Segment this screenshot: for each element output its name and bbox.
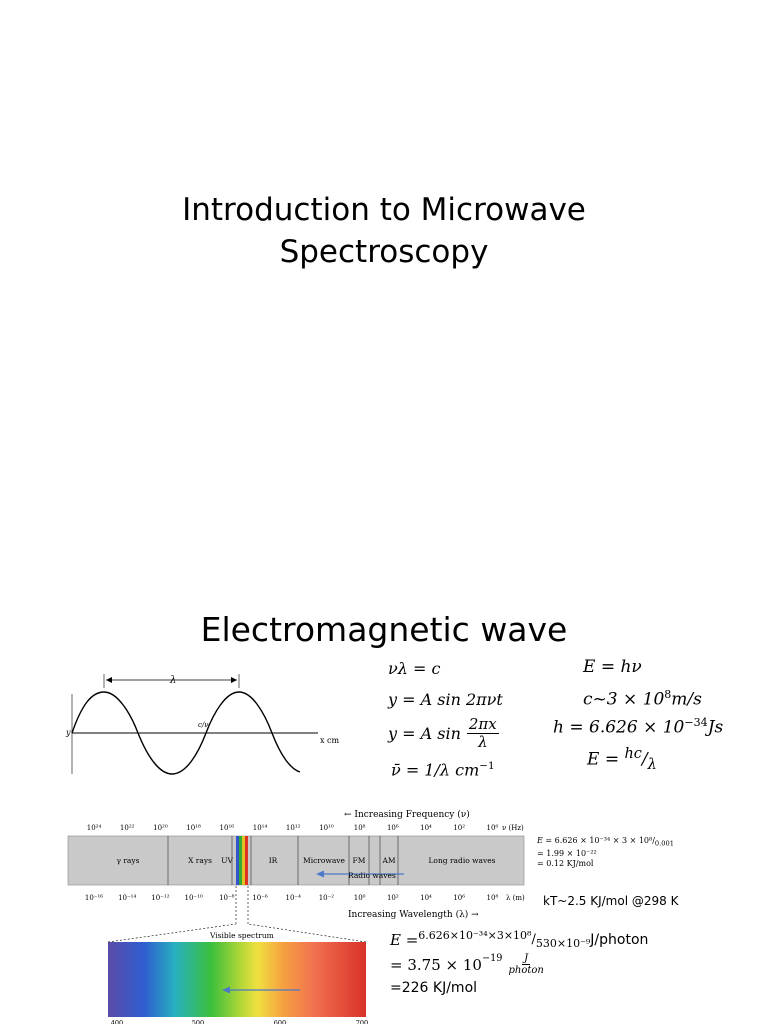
frequency-header: ← Increasing Frequency (ν) xyxy=(344,810,470,820)
equation-wavenumber xyxy=(391,760,495,779)
equation-v-lambda-c: νλ = c xyxy=(388,659,441,678)
wavelength-tick-label: 10⁴ xyxy=(420,894,432,902)
equation-e-hv: E = hν xyxy=(583,657,642,677)
wavelength-tick-label: 10⁻⁸ xyxy=(219,894,235,902)
frequency-tick-label: 10⁸ xyxy=(353,824,366,832)
wavelength-tick-label: 10⁻⁶ xyxy=(252,894,268,902)
wavenumber-expression: ν̄ = 1/λ cm xyxy=(391,760,480,780)
visible-spectrum-chart xyxy=(100,924,380,1024)
slide-1-title xyxy=(0,189,768,273)
frequency-tick-label: 10⁶ xyxy=(386,824,399,832)
kt-energy-note: kT~2.5 KJ/mol @298 K xyxy=(543,894,679,908)
joule-per-photon-fraction xyxy=(507,953,546,976)
equation-y-space xyxy=(388,716,499,750)
frequency-tick-label: 10² xyxy=(453,824,466,832)
slide-2-title: Electromagnetic wave xyxy=(200,610,568,649)
lambda-label: λ xyxy=(170,675,177,686)
wavelength-unit: λ (m) xyxy=(506,894,525,902)
band-label: UV xyxy=(221,856,233,865)
equation-speed-of-light xyxy=(583,688,702,710)
wavelength-tick-label: 10⁻¹⁶ xyxy=(84,894,104,902)
x-axis-label: x cm xyxy=(320,736,340,745)
band-label: Long radio waves xyxy=(428,856,496,865)
visible-energy-calculation xyxy=(390,930,648,998)
visible-calc-numerator: 6.626×10⁻³⁴×3×10⁸ xyxy=(418,929,532,942)
frequency-tick-label: 10¹⁶ xyxy=(219,824,235,832)
photon-denominator: photon xyxy=(508,965,544,976)
microwave-calc-line-2: = 1.99 × 10⁻²² xyxy=(537,848,597,858)
wavenumber-exponent: −1 xyxy=(479,760,495,772)
e-hc-lhs: E = xyxy=(587,749,625,770)
band-label: γ rays xyxy=(116,856,140,865)
joule-numerator: J xyxy=(524,953,529,964)
slide-1-title-line-1: Introduction to Microwave xyxy=(182,192,586,228)
visible-calc-line-2-exponent: −19 xyxy=(481,952,503,964)
visible-strip-blue xyxy=(236,836,239,885)
frequency-tick-label: 10²² xyxy=(119,824,135,832)
frequency-unit: ν (Hz) xyxy=(502,824,524,832)
fraction-numerator: 2πx xyxy=(468,715,497,733)
frequency-tick-label: 10²⁰ xyxy=(153,824,168,832)
wavelength-tick-label: 10⁻⁴ xyxy=(285,894,301,902)
wavelength-tick-label: 10⁶ xyxy=(453,894,466,902)
wavelength-tick-label: 10⁻¹² xyxy=(151,894,170,902)
band-label: IR xyxy=(268,856,278,865)
speed-label: c/ν xyxy=(198,721,209,729)
visible-tick-label: 600 xyxy=(273,1019,287,1024)
visible-gradient-bar xyxy=(108,942,366,1017)
c-exponent: 8 xyxy=(664,688,672,701)
band-label: AM xyxy=(382,856,396,865)
frequency-tick-label: 10¹² xyxy=(285,824,301,832)
visible-calc-line-1: E = 6.626×10⁻³⁴×3×10⁸ / 530×10⁻⁹ J/photon xyxy=(390,930,648,950)
wavelength-tick-label: 10⁻¹⁴ xyxy=(118,894,137,902)
h-prefix: h = 6.626 × 10 xyxy=(553,717,685,738)
equation-y-time: y = A sin 2πνt xyxy=(388,690,503,709)
band-label: X rays xyxy=(188,856,212,865)
visible-strip-green xyxy=(239,836,242,885)
band-label: Microwave xyxy=(303,856,345,865)
visible-calc-line-2-prefix: = 3.75 × 10 xyxy=(390,955,482,974)
microwave-energy-calculation xyxy=(537,836,674,869)
fraction-denominator: λ xyxy=(478,732,488,751)
h-unit: Js xyxy=(707,717,724,738)
microwave-calc-line-3: = 0.12 KJ/mol xyxy=(537,858,594,868)
wavelength-tick-label: 10⁰ xyxy=(353,894,366,902)
visible-calc-unit: J/photon xyxy=(590,932,649,948)
microwave-calc-line-1: $E = 6.626 \times 10^{-34} \times 3 \times 10^8/_{0.001}$ xyxy=(537,836,674,848)
wavelength-header: Increasing Wavelength (λ) → xyxy=(348,910,479,920)
microwave-calc-denominator: 0.001 xyxy=(654,839,674,848)
frequency-tick-label: 10¹⁸ xyxy=(186,824,201,832)
slide-1-title-line-2: Spectroscopy xyxy=(279,234,489,270)
wavelength-tick-label: 10² xyxy=(386,894,399,902)
two-pi-x-over-lambda-fraction xyxy=(467,716,499,750)
wavelength-tick-label: 10⁸ xyxy=(486,894,499,902)
c-unit: m/s xyxy=(671,689,702,710)
electromagnetic-spectrum-chart xyxy=(64,800,534,924)
h-exponent: −34 xyxy=(684,716,708,729)
visible-strip-yellow xyxy=(242,836,245,885)
frequency-tick-label: 10¹⁴ xyxy=(252,824,268,832)
frequency-tick-label: 10¹⁰ xyxy=(319,824,334,832)
band-label: FM xyxy=(352,856,366,865)
wavelength-tick-label: 10⁻² xyxy=(318,894,335,902)
frequency-tick-label: 10⁴ xyxy=(420,824,432,832)
visible-tick-label: 400 xyxy=(110,1019,124,1024)
equation-planck-constant xyxy=(553,716,723,738)
visible-spectrum-label: Visible spectrum xyxy=(210,931,274,940)
e-hc-denominator: λ xyxy=(647,757,657,774)
visible-calc-lhs: E = xyxy=(390,931,419,949)
radio-waves-label: Radio waves xyxy=(348,871,396,880)
frequency-tick-label: 10²⁴ xyxy=(86,824,102,832)
frequency-tick-label: 10⁰ xyxy=(486,824,499,832)
equation-e-hc-lambda: $E = ^{hc}/_\lambda$ xyxy=(587,746,657,774)
equation-y-space-lhs: y = A sin xyxy=(388,723,461,743)
microwave-calc-lhs: E = xyxy=(537,836,555,845)
visible-tick-labels xyxy=(111,1019,368,1024)
visible-calc-line-2 xyxy=(390,953,648,976)
e-hc-numerator: hc xyxy=(624,746,642,762)
sine-wave-diagram xyxy=(62,664,352,782)
visible-tick-label: 500 xyxy=(191,1019,205,1024)
visible-tick-label: 700 xyxy=(355,1019,369,1024)
y-axis-label: y xyxy=(66,728,71,737)
microwave-calc-numerator: 6.626 × 10⁻³⁴ × 3 × 10⁸ xyxy=(554,836,653,845)
c-prefix: c~3 × 10 xyxy=(583,689,665,710)
visible-strip-red xyxy=(245,836,248,885)
visible-calc-line-3: =226 KJ/mol xyxy=(390,980,478,996)
visible-calc-denominator: 530×10⁻⁹ xyxy=(535,937,591,950)
wavelength-tick-label: 10⁻¹⁰ xyxy=(184,894,203,902)
